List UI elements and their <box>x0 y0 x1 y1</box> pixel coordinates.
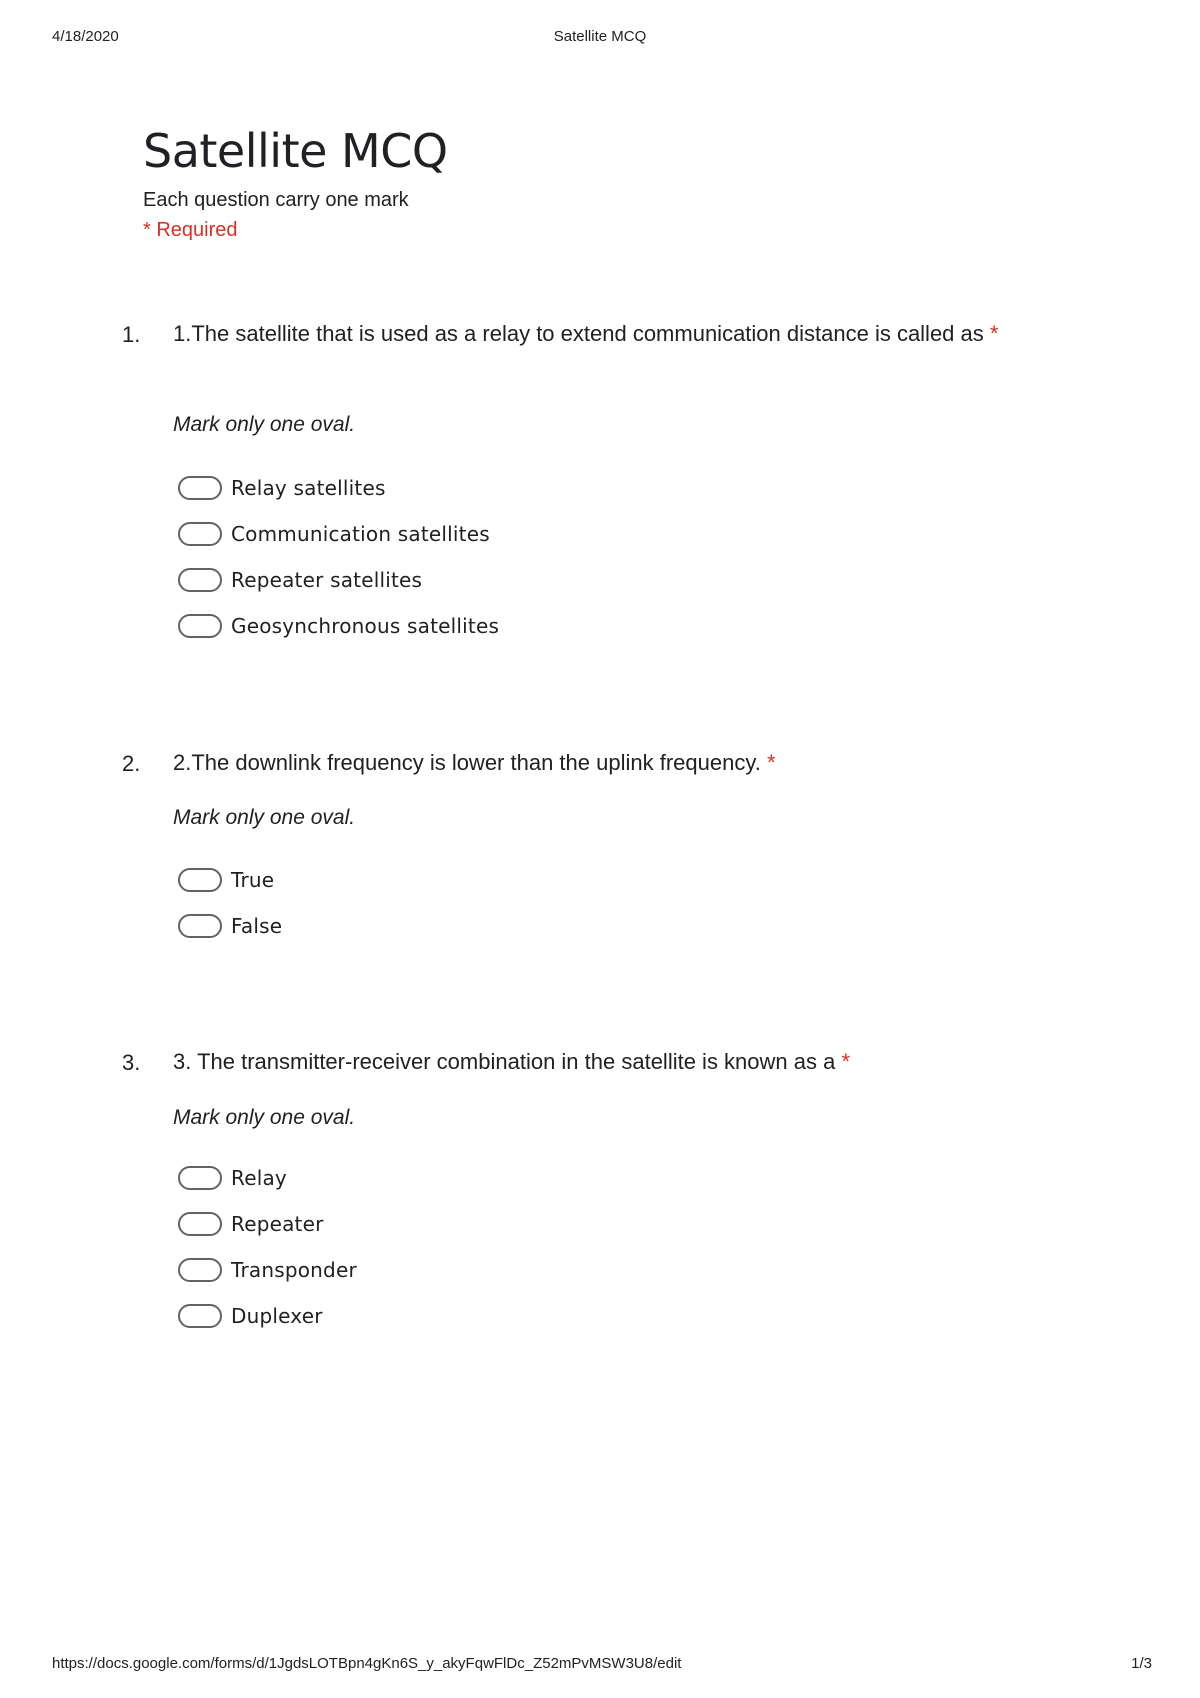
radio-oval-icon[interactable] <box>178 868 222 892</box>
radio-oval-icon[interactable] <box>178 914 222 938</box>
option-duplexer[interactable] <box>178 1301 323 1331</box>
question-hint: Mark only one oval. <box>173 413 356 436</box>
option-label: False <box>231 914 283 938</box>
print-page-number: 1/3 <box>1131 1655 1152 1672</box>
option-relay[interactable] <box>178 1163 287 1193</box>
option-communication-satellites[interactable] <box>178 519 490 549</box>
radio-oval-icon[interactable] <box>178 522 222 546</box>
option-relay-satellites[interactable] <box>178 473 386 503</box>
question-text: 2.The downlink frequency is lower than the uplink frequency. * <box>173 750 776 775</box>
form-description: Each question carry one mark <box>143 189 409 211</box>
question-number: 3. <box>122 1050 141 1075</box>
question-hint: Mark only one oval. <box>173 806 356 829</box>
question-number: 1. <box>122 322 141 347</box>
question-text: 3. The transmitter-receiver combination in the satellite is known as a * <box>173 1049 851 1074</box>
required-star: * <box>989 321 999 346</box>
radio-oval-icon[interactable] <box>178 1166 222 1190</box>
option-label: Repeater satellites <box>231 568 423 592</box>
radio-oval-icon[interactable] <box>178 1304 222 1328</box>
option-label: Repeater <box>231 1212 324 1236</box>
option-label: Geosynchronous satellites <box>231 614 500 638</box>
radio-oval-icon[interactable] <box>178 1258 222 1282</box>
radio-oval-icon[interactable] <box>178 568 222 592</box>
print-date: 4/18/2020 <box>52 28 119 45</box>
print-footer-url: https://docs.google.com/forms/d/1JgdsLOTBpn4gKn6S_y_akyFqwFlDc_Z52mPvMSW3U8/edit <box>52 1655 682 1672</box>
question-hint: Mark only one oval. <box>173 1106 356 1129</box>
option-label: Duplexer <box>231 1304 323 1328</box>
radio-oval-icon[interactable] <box>178 476 222 500</box>
option-geosynchronous-satellites[interactable] <box>178 611 499 641</box>
option-label: Communication satellites <box>231 522 490 546</box>
option-false[interactable] <box>178 911 282 941</box>
question-number: 2. <box>122 751 141 776</box>
required-star: * <box>841 1049 851 1074</box>
option-label: Relay satellites <box>231 476 386 500</box>
radio-oval-icon[interactable] <box>178 1212 222 1236</box>
print-header-title: Satellite MCQ <box>553 28 647 45</box>
required-star: * <box>766 750 776 775</box>
option-transponder[interactable] <box>178 1255 357 1285</box>
radio-oval-icon[interactable] <box>178 614 222 638</box>
option-label: Transponder <box>231 1258 357 1282</box>
option-repeater-satellites[interactable] <box>178 565 422 595</box>
option-true[interactable] <box>178 865 274 895</box>
option-repeater[interactable] <box>178 1209 324 1239</box>
form-title: Satellite MCQ <box>143 124 448 178</box>
question-text: 1.The satellite that is used as a relay to extend communication distance is called as * <box>173 321 999 346</box>
option-label: Relay <box>231 1166 287 1190</box>
required-note: * Required <box>143 219 238 241</box>
option-label: True <box>231 868 275 892</box>
